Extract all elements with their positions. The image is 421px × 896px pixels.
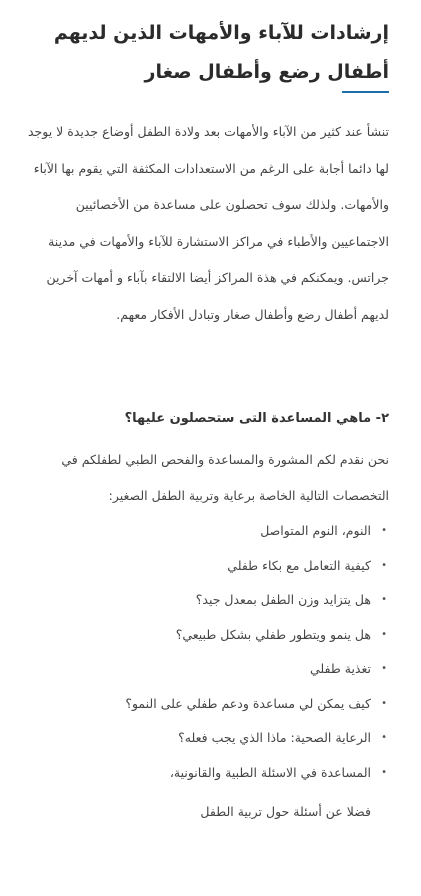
- list-item: [17, 514, 389, 549]
- bullet-icon: •: [381, 766, 387, 778]
- list-item-text: المساعدة في الاسئلة الطبية والقانونية،: [169, 764, 371, 780]
- bullet-icon: •: [381, 525, 387, 536]
- list-item-text: النوم، النوم المتواصل: [260, 523, 371, 538]
- list-item: [17, 618, 389, 653]
- list-item-text: تغذية طفلي: [309, 661, 371, 676]
- bullet-icon: •: [381, 697, 387, 709]
- list-item: [17, 756, 389, 791]
- list-item: [17, 583, 389, 618]
- bullet-icon: •: [381, 628, 387, 640]
- intro-paragraph: تنشأ عند كثير من الآباء والأمهات بعد ولادة الطفل أوضاع جديدة لا يوجد لها دائما أجابة على الرغم من الاستعدادات المكثفة التي يقوم بها الآباء والأمهات. ولذلك سوف تحصلون على مساعدة من الأخصائيين الاجتماعيين والأطباء في مراكز الاستشارة للآباء والأمهات في مدينة جراتس. ويمكنكم في هذة المراكز أيضا الالتقاء بآباء و أمهات آخرين لديهم أطفال رضع وأطفال صغار وتبادل الأفكار معهم.: [27, 124, 389, 322]
- services-list: [17, 514, 389, 790]
- list-item-text: كيفية التعامل مع بكاء طفلي: [227, 557, 371, 573]
- closing-line: فضلا عن أسئلة حول تربية الطفل: [200, 804, 371, 819]
- list-item: [17, 687, 389, 722]
- list-item: [17, 652, 389, 687]
- title-underline: [342, 91, 389, 93]
- list-item-text: هل ينمو ويتطور طفلي بشكل طبيعي؟: [175, 626, 371, 642]
- bullet-icon: •: [381, 559, 387, 571]
- list-item-text: كيف يمكن لي مساعدة ودعم طفلي على النمو؟: [125, 695, 371, 711]
- list-item: [17, 721, 389, 756]
- page-title: إرشادات للآباء والأمهات الذين لديهم أطفال رضع وأطفال صغار: [53, 22, 389, 83]
- bullet-icon: •: [381, 732, 387, 743]
- section-paragraph: نحن نقدم لكم المشورة والمساعدة والفحص الطبي لطفلكم في التخصصات التالية الخاصة برعاية وتربية الطفل الصغير:: [61, 452, 389, 503]
- bullet-icon: •: [381, 663, 387, 674]
- list-item-text: هل يتزايد وزن الطفل بمعدل جيد؟: [195, 592, 371, 607]
- section-heading: ٢- ماهي المساعدة التى ستحصلون عليها؟: [124, 411, 389, 426]
- list-item: [17, 549, 389, 584]
- bullet-icon: •: [381, 594, 387, 605]
- list-item-text: الرعاية الصحية: ماذا الذي يجب فعله؟: [178, 730, 371, 745]
